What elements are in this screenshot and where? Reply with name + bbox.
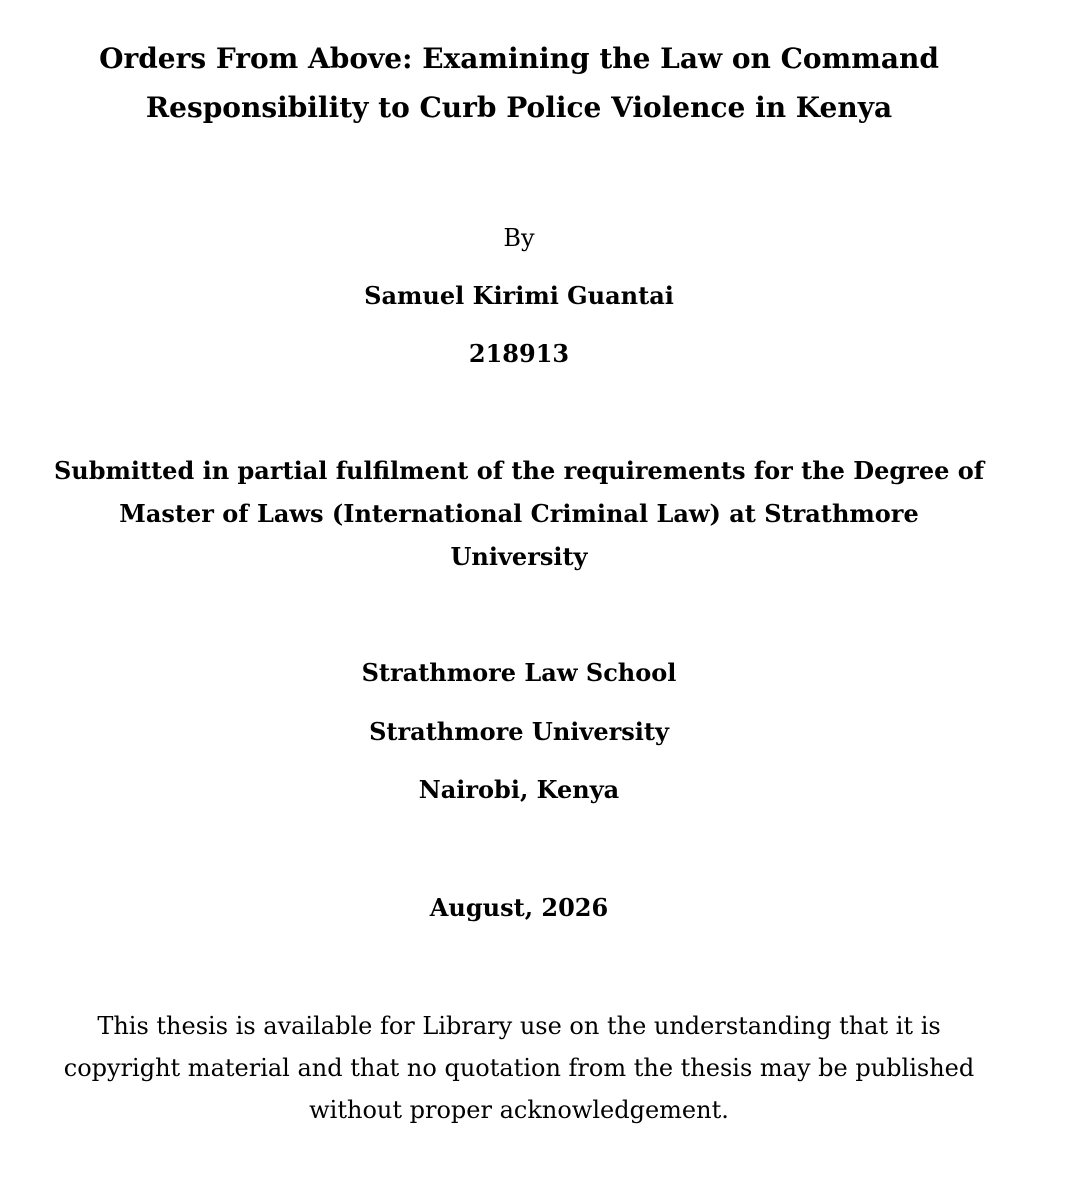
location: Nairobi, Kenya — [418, 775, 620, 804]
copyright-notice-line-2: copyright material and that no quotation from the thesis may be published — [63, 1054, 975, 1082]
author-name: Samuel Kirimi Guantai — [364, 281, 674, 310]
thesis-title-line-2: Responsibility to Curb Police Violence in Kenya — [145, 91, 893, 124]
submission-date: August, 2026 — [429, 893, 609, 922]
copyright-notice-line-3: without proper acknowledgement. — [309, 1096, 729, 1124]
submission-statement-line-3: University — [450, 542, 588, 571]
university-name: Strathmore University — [369, 717, 669, 746]
by-label: By — [503, 224, 535, 252]
submission-statement-line-2: Master of Laws (International Criminal Law) at Strathmore — [119, 499, 919, 528]
student-id: 218913 — [468, 339, 570, 368]
thesis-title-line-1: Orders From Above: Examining the Law on Command — [99, 42, 939, 75]
copyright-notice-line-1: This thesis is available for Library use on the understanding that it is — [97, 1012, 941, 1040]
school-name: Strathmore Law School — [361, 658, 677, 687]
submission-statement-line-1: Submitted in partial fulfilment of the requirements for the Degree of — [53, 456, 985, 485]
